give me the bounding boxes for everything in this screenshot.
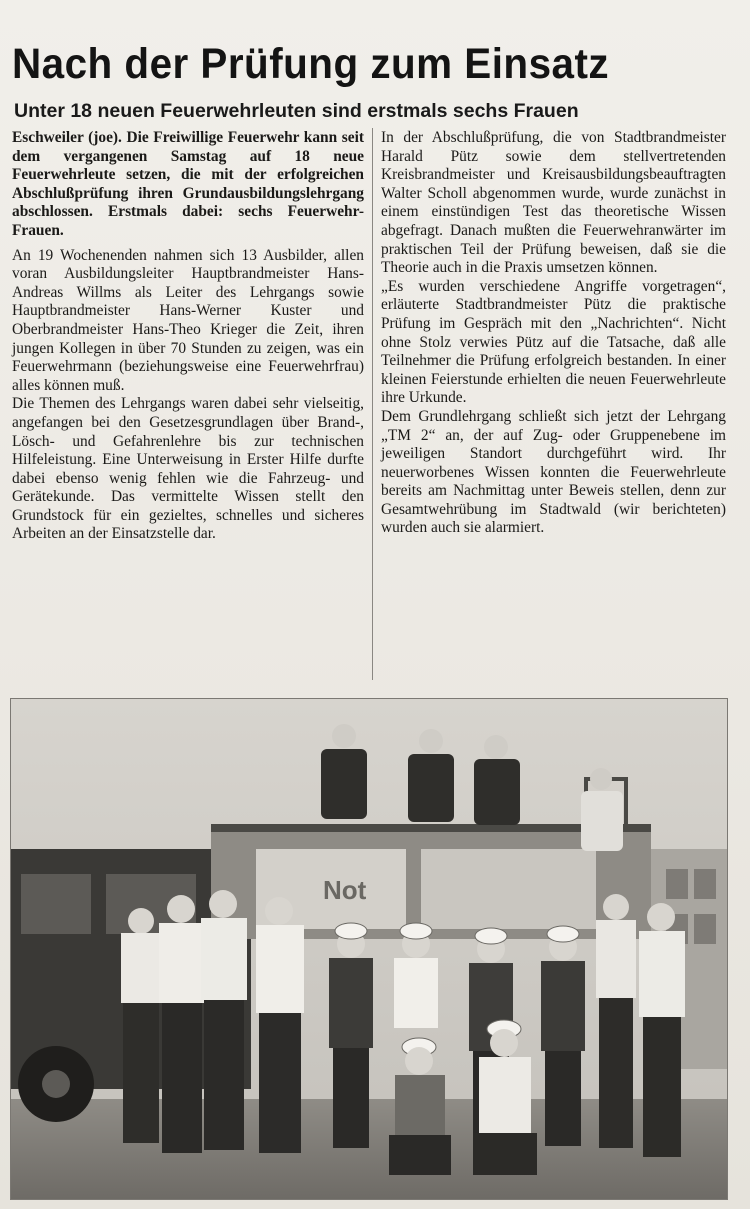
subheadline: Unter 18 neuen Feuerwehrleuten sind erstmals sechs Frauen: [14, 100, 579, 123]
article-column-right: [381, 129, 726, 538]
group-photo: [10, 698, 728, 1200]
truck-panel: [421, 849, 596, 929]
body-paragraph: Die Themen des Lehrgangs waren dabei sehr vielseitig, angefangen bei den Gesetzesgrundlagen über Brand-, Lösch- und Gefahrenlehre bis zur technischen Hilfeleistung. Eine Unterweisung in Erster Hilfe durfte dabei ebenso wenig fehlen wie die Fahrzeug- und Gerätekunde. Das vermittelte Wissen stellt den Grundstock für ein gezieltes, schnelles und sicheres Arbeiten an der Einsatzstelle dar.: [12, 395, 364, 543]
truck-sign: Not: [323, 875, 367, 905]
body-paragraph: An 19 Wochenenden nahmen sich 13 Ausbilder, allen voran Ausbildungsleiter Hauptbrandmeister Hans-Andreas Willms als Leiter des Lehrgangs sowie Hauptbrandmeister Hans-Werner Kuster und Oberbrandmeister Hans-Theo Krieger die Zeit, ihren jungen Kollegen in über 70 Stunden zu zeigen, was ein Feuerwehrmann (beziehungsweise eine Feuerwehrfrau) alles können muß.: [12, 246, 364, 394]
group-photo-illustration: [11, 699, 727, 1199]
article-column-left: [12, 129, 364, 544]
lead-paragraph: Eschweiler (joe). Die Freiwillige Feuerwehr kann seit dem vergangenen Samstag auf 18 neue Feuerwehrleute setzen, die mit der erfolgreichen Abschlußprüfung ihren Grundausbildungslehrgang abschlossen. Erstmals dabei: sechs Feuerwehr-Frauen.: [12, 129, 364, 239]
truck-window: [21, 874, 91, 934]
body-paragraph: In der Abschlußprüfung, die von Stadtbrandmeister Harald Pütz sowie dem stellvertretenden Kreisbrandmeister und Kreisausbildungsbeauftragten Walter Scholl abgenommen wurde, wurde zunächst in einem einstündigen Test das theoretische Wissen abgefragt. Danach mußten die Feuerwehranwärter im praktischen Teil der Prüfung beweisen, daß sie die Theorie auch in die Praxis umsetzen können.: [381, 129, 726, 277]
column-divider: [372, 128, 373, 680]
body-paragraph: „Es wurden verschiedene Angriffe vorgetragen“, erläuterte Stadtbrandmeister Pütz die praktische Prüfung im Gespräch mit den „Nachrichten“. Nicht ohne Stolz verwies Pütz auf die Tatsache, daß alle Teilnehmer die Prüfung erfolgreich bestanden. In einer kleinen Feierstunde erhielten die neuen Feuerwehrleute ihre Urkunde.: [381, 277, 726, 407]
body-paragraph: Dem Grundlehrgang schließt sich jetzt der Lehrgang „TM 2“ an, der auf Zug- oder Gruppenebene im jeweiligen Standort durchgeführt wird. Ihr neuerworbenes Wissen konnten die Feuerwehrleute bereits am Nachmittag unter Beweis stellen, denn zur Gesamtwehrübung im Stadtwald (wir berichteten) wurden auch sie alarmiert.: [381, 407, 726, 537]
headline: Nach der Prüfung zum Einsatz: [12, 39, 610, 88]
